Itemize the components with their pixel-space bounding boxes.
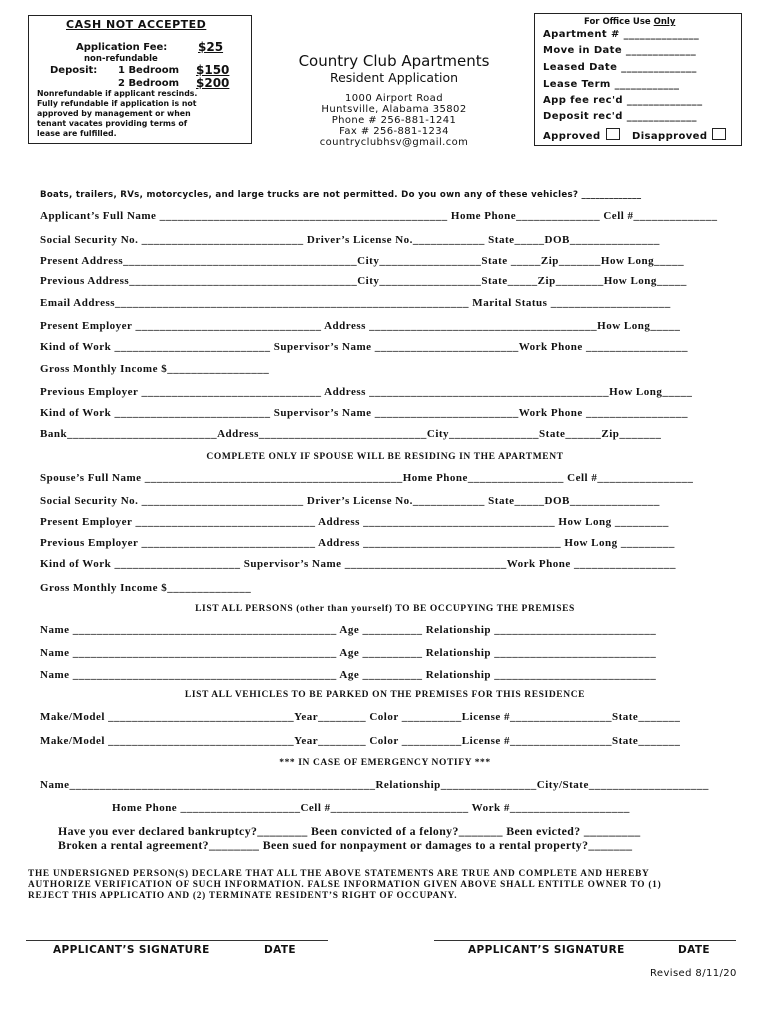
lease-term-field[interactable]: Lease Term ____________ — [543, 79, 680, 90]
deposit-label: Deposit: — [50, 65, 98, 76]
company-phone: Phone # 256-881-1241 — [331, 115, 457, 126]
emergency-contact-row[interactable]: Name___________________________________________________Relationship________________City/State____________________ — [40, 779, 709, 791]
disapproved-checkbox[interactable] — [712, 128, 726, 140]
vehicle-row-2[interactable]: Make/Model _______________________________Year________ Color __________License #_________________State_______ — [40, 735, 681, 747]
nonrefundable-note: non-refundable — [84, 54, 158, 64]
company-fax: Fax # 256-881-1234 — [339, 126, 449, 137]
declaration-line-1: THE UNDERSIGNED PERSON(S) DECLARE THAT ALL THE ABOVE STATEMENTS ARE TRUE AND COMPLETE AND HEREBY — [28, 869, 650, 879]
signature-line-left[interactable] — [26, 940, 328, 941]
applicant-signature-label-2: APPLICANT’S SIGNATURE — [468, 944, 625, 956]
vehicles-notice: Boats, trailers, RVs, motorcycles, and large trucks are not permitted. Do you own any of these vehicles? _____________ — [40, 190, 642, 200]
declaration-line-2: AUTHORIZE VERIFICATION OF SUCH INFORMATION. FALSE INFORMATION GIVEN ABOVE SHALL ENTITLE OWNER TO (1) — [28, 880, 662, 890]
apartment-number-field[interactable]: Apartment # ______________ — [543, 29, 700, 40]
deposit-terms-2: Fully refundable if application is not — [37, 99, 197, 108]
signature-line-right[interactable] — [434, 940, 736, 941]
move-in-date-field[interactable]: Move in Date _____________ — [543, 45, 697, 56]
present-employer-row[interactable]: Present Employer _______________________________ Address ______________________________________How Long_____ — [40, 320, 681, 332]
approved-checkbox[interactable] — [606, 128, 620, 140]
present-address-row[interactable]: Present Address_______________________________________City_________________State _____Zip_______How Long_____ — [40, 255, 685, 267]
deposit-terms-4: tenant vacates providing terms of — [37, 119, 188, 128]
office-use-title — [584, 17, 675, 27]
kind-of-work-row-2[interactable]: Kind of Work __________________________ Supervisor’s Name ________________________Work Phone _________________ — [40, 407, 688, 419]
spouse-gross-income-row[interactable]: Gross Monthly Income $______________ — [40, 582, 252, 594]
applicant-name-row[interactable]: Applicant’s Full Name ________________________________________________ Home Phone______________ Cell #______________ — [40, 210, 718, 222]
deposit-terms-5: lease are fulfilled. — [37, 129, 117, 138]
office-use-title-only: Only — [653, 17, 676, 27]
occupant-row-1[interactable]: Name ____________________________________________ Age __________ Relationship ___________________________ — [40, 624, 657, 636]
email-row[interactable]: Email Address___________________________________________________________ Marital Status ____________________ — [40, 297, 671, 309]
occupant-row-2[interactable]: Name ____________________________________________ Age __________ Relationship ___________________________ — [40, 647, 657, 659]
emergency-heading: *** IN CASE OF EMERGENCY NOTIFY *** — [279, 758, 491, 768]
vehicles-heading: LIST ALL VEHICLES TO BE PARKED ON THE PREMISES FOR THIS RESIDENCE — [184, 690, 586, 700]
disapproved-option[interactable] — [632, 128, 726, 142]
signature-date-label-2: DATE — [678, 944, 710, 956]
revision-date: Revised 8/11/20 — [650, 968, 737, 979]
spouse-employer-row[interactable]: Present Employer ______________________________ Address ________________________________ How Long _________ — [40, 516, 669, 528]
declaration-line-3: REJECT THIS APPLICATIO AND (2) TERMINATE RESIDENT’S RIGHT OF OCCUPANY. — [28, 891, 458, 901]
deposit-2-bedroom: 2 Bedroom — [118, 78, 180, 89]
gross-income-row[interactable]: Gross Monthly Income $_________________ — [40, 363, 270, 375]
approved-option[interactable] — [543, 128, 620, 142]
office-use-title-text: For Office Use — [584, 17, 651, 27]
company-name: Country Club Apartments — [298, 52, 490, 70]
leased-date-field[interactable]: Leased Date ______________ — [543, 62, 697, 73]
deposit-terms-3: approved by management or when — [37, 109, 191, 118]
deposit-terms-1: Nonrefundable if applicant rescinds. — [37, 89, 198, 98]
spouse-name-row[interactable]: Spouse’s Full Name ___________________________________________Home Phone________________ Cell #________________ — [40, 472, 694, 484]
history-questions-row-1[interactable]: Have you ever declared bankruptcy?________ Been convicted of a felony?_______ Been evicted? _________ — [58, 824, 641, 838]
company-address-line1: 1000 Airport Road — [345, 93, 443, 104]
app-fee-received-field[interactable]: App fee rec'd ______________ — [543, 95, 703, 106]
company-address-line2: Huntsville, Alabama 35802 — [321, 104, 467, 115]
spouse-kind-of-work-row[interactable]: Kind of Work _____________________ Supervisor’s Name ___________________________Work Phone _________________ — [40, 558, 676, 570]
signature-date-label-1: DATE — [264, 944, 296, 956]
history-questions-row-2[interactable]: Broken a rental agreement?________ Been sued for nonpayment or damages to a rental property?_______ — [58, 838, 633, 852]
application-fee-amount: $25 — [198, 40, 224, 54]
deposit-1-bedroom-amount: $150 — [196, 63, 230, 77]
spouse-section-heading: COMPLETE ONLY IF SPOUSE WILL BE RESIDING IN THE APARTMENT — [206, 452, 564, 462]
spouse-previous-employer-row[interactable]: Previous Employer _____________________________ Address _________________________________ How Long _________ — [40, 537, 675, 549]
bank-row[interactable]: Bank_________________________Address____________________________City_______________State______Zip_______ — [40, 428, 662, 440]
disapproved-label: Disapproved — [632, 131, 708, 142]
previous-address-row[interactable]: Previous Address______________________________________City_________________State_____Zip________How Long_____ — [40, 275, 687, 287]
emergency-phone-row[interactable]: Home Phone ____________________Cell #_______________________ Work #____________________ — [112, 802, 630, 814]
deposit-1-bedroom: 1 Bedroom — [118, 65, 180, 76]
company-email: countryclubhsv@gmail.com — [319, 137, 469, 148]
approved-label: Approved — [543, 131, 601, 142]
kind-of-work-row[interactable]: Kind of Work __________________________ Supervisor’s Name ________________________Work Phone _________________ — [40, 341, 688, 353]
ssn-row[interactable]: Social Security No. ___________________________ Driver’s License No.____________ State_____DOB_______________ — [40, 234, 660, 246]
previous-employer-row[interactable]: Previous Employer ______________________________ Address ________________________________________How Long_____ — [40, 386, 693, 398]
application-fee-label: Application Fee: — [76, 42, 168, 53]
applicant-signature-label-1: APPLICANT’S SIGNATURE — [53, 944, 210, 956]
spouse-ssn-row[interactable]: Social Security No. ___________________________ Driver’s License No.____________ State_____DOB_______________ — [40, 495, 660, 507]
occupants-heading: LIST ALL PERSONS (other than yourself) TO BE OCCUPYING THE PREMISES — [195, 604, 575, 614]
deposit-2-bedroom-amount: $200 — [196, 76, 230, 90]
form-title: Resident Application — [329, 70, 459, 85]
occupant-row-3[interactable]: Name ____________________________________________ Age __________ Relationship ___________________________ — [40, 669, 657, 681]
vehicle-row-1[interactable]: Make/Model _______________________________Year________ Color __________License #_________________State_______ — [40, 711, 681, 723]
deposit-received-field[interactable]: Deposit rec'd _____________ — [543, 111, 697, 122]
cash-not-accepted: CASH NOT ACCEPTED — [66, 18, 207, 31]
